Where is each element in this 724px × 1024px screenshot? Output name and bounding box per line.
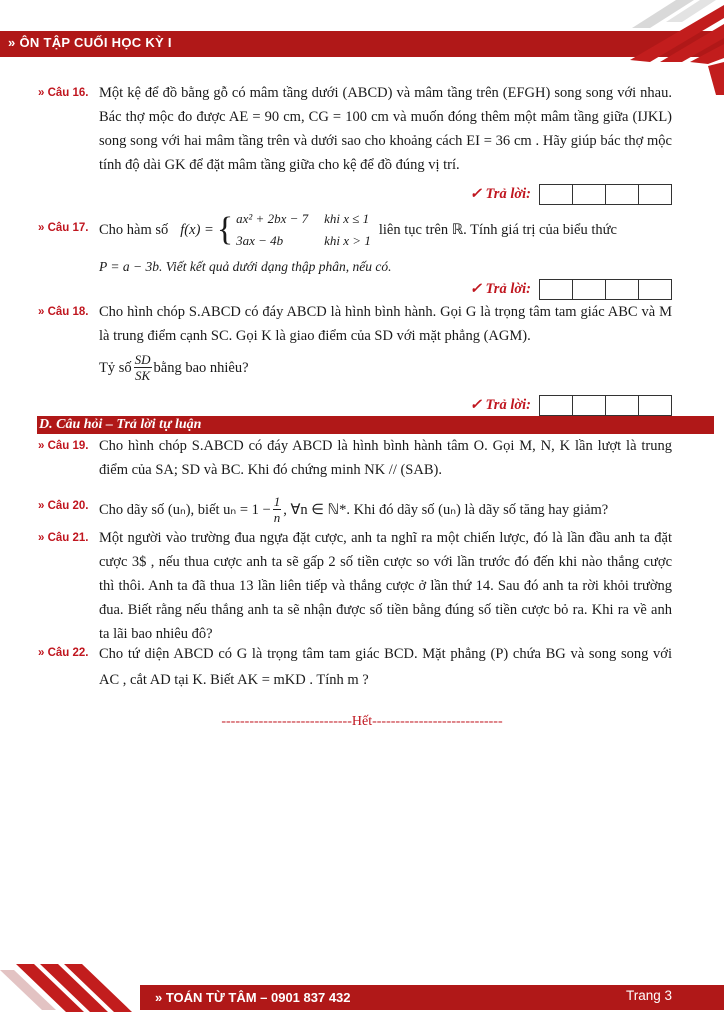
question-17-expression: P = a − 3b — [99, 259, 159, 274]
question-20-pre: Cho dãy số (uₙ), biết uₙ = 1 − — [99, 501, 271, 518]
question-16-text: Một kệ để đồ bằng gỗ có mâm tầng dưới (ABCD) và mâm tầng trên (EFGH) song song với nhau. Bác thợ mộc đo được AE = 90 cm, CG = 100 cm và muốn đóng thêm một mâm tầng giữa (IJKL) song song với hai mâm tầng trên và dưới sao cho khoảng cách EI = 36 cm . Hãy giúp bác thợ mộc tính độ dài GK để đặt mâm tầng giữa cho kệ để đồ đúng vị trí. — [99, 85, 672, 173]
question-19 — [38, 434, 672, 482]
question-21-label: » Câu 21. — [38, 532, 89, 544]
answer-box-16 — [470, 184, 672, 205]
question-17-note: . Viết kết quả dưới dạng thập phân, nếu có. — [158, 259, 392, 274]
answer-box-17 — [470, 279, 672, 300]
question-20-post: , ∀n ∈ ℕ*. Khi đó dãy số (uₙ) là dãy số tăng hay giảm? — [283, 501, 609, 518]
question-17-label: » Câu 17. — [38, 222, 89, 234]
question-16 — [38, 81, 672, 177]
answer-cells[interactable] — [539, 395, 672, 416]
question-18 — [38, 300, 672, 383]
question-17 — [38, 208, 672, 276]
question-17-rest: liên tục trên ℝ. Tính giá trị của biểu thức — [378, 222, 617, 238]
answer-label: ✓ Trả lời: — [469, 281, 531, 297]
question-22 — [38, 641, 672, 693]
footer-stripes-decoration — [0, 960, 160, 1024]
question-18-label: » Câu 18. — [38, 306, 89, 318]
question-17-intro: Cho hàm số — [99, 222, 169, 238]
question-16-label: » Câu 16. — [38, 87, 89, 99]
ratio-suffix: bằng bao nhiêu? — [153, 359, 249, 376]
answer-box-18 — [470, 395, 672, 416]
question-19-label: » Câu 19. — [38, 440, 89, 452]
section-d-title: D. Câu hỏi – Trả lời tự luận — [39, 417, 202, 432]
question-21 — [38, 526, 672, 646]
question-20 — [38, 494, 672, 525]
question-20-label: » Câu 20. — [38, 500, 89, 512]
function-name: f(x) = — [180, 222, 214, 238]
header-title: » ÔN TẬP CUỐI HỌC KỲ I — [8, 35, 172, 50]
answer-label: ✓ Trả lời: — [469, 186, 531, 202]
brace: { — [216, 211, 234, 248]
answer-cells[interactable] — [539, 184, 672, 205]
ratio-prefix: Tỷ số — [99, 359, 132, 376]
answer-label: ✓ Trả lời: — [469, 397, 531, 413]
question-20-fraction: $\frac{1}{n}$ — [273, 494, 281, 525]
question-22-text: Cho tứ diện ABCD có G là trọng tâm tam giác BCD. Mặt phẳng (P) chứa BG và song song với AC , cắt AD tại K. Biết AK = mKD . Tính m ? — [99, 646, 672, 688]
page-number: Trang 3 — [625, 988, 672, 1003]
answer-cells[interactable] — [539, 279, 672, 300]
ratio-fraction: $\frac{SD}{SK}$ — [134, 352, 151, 383]
question-19-text: Cho hình chóp S.ABCD có đáy ABCD là hình bình hành tâm O. Gọi M, N, K lần lượt là trung điểm của SA; SD và BC. Khi đó chứng minh NK // (SAB). — [99, 438, 672, 478]
question-22-label: » Câu 22. — [38, 647, 89, 659]
footer-contact: » TOÁN TỪ TÂM – 0901 837 432 — [155, 990, 351, 1005]
question-21-text: Một người vào trường đua ngựa đặt cược, anh ta nghĩ ra một chiến lược, đó là lần đầu anh ta đặt cược 3$ , nếu thua cược anh ta sẽ gấp 2 số tiền cược so với lần trước đó đến khi nào thắng cược thì thôi. Anh ta đã thua 13 lần liên tiếp và thắng cược ở lần thứ 14. Sau đó anh ta rời khỏi trường đua. Biết rằng nếu thắng anh ta sẽ nhận được số tiền bằng đúng số tiền cược bỏ ra. Khi ra về anh ta lãi bao nhiêu đô? — [99, 530, 672, 642]
question-18-text: Cho hình chóp S.ABCD có đáy ABCD là hình bình hành. Gọi G là trọng tâm tam giác ABC và M là trung điểm cạnh SC. Gọi K là giao điểm của SD với mặt phẳng (AGM). — [99, 304, 672, 344]
end-marker: ----------------------------Hết---------------------------- — [221, 714, 503, 729]
piecewise-cases: ax² + 2bx − 7 khi x ≤ 1 3ax − 4b khi x > 1 — [236, 211, 371, 248]
